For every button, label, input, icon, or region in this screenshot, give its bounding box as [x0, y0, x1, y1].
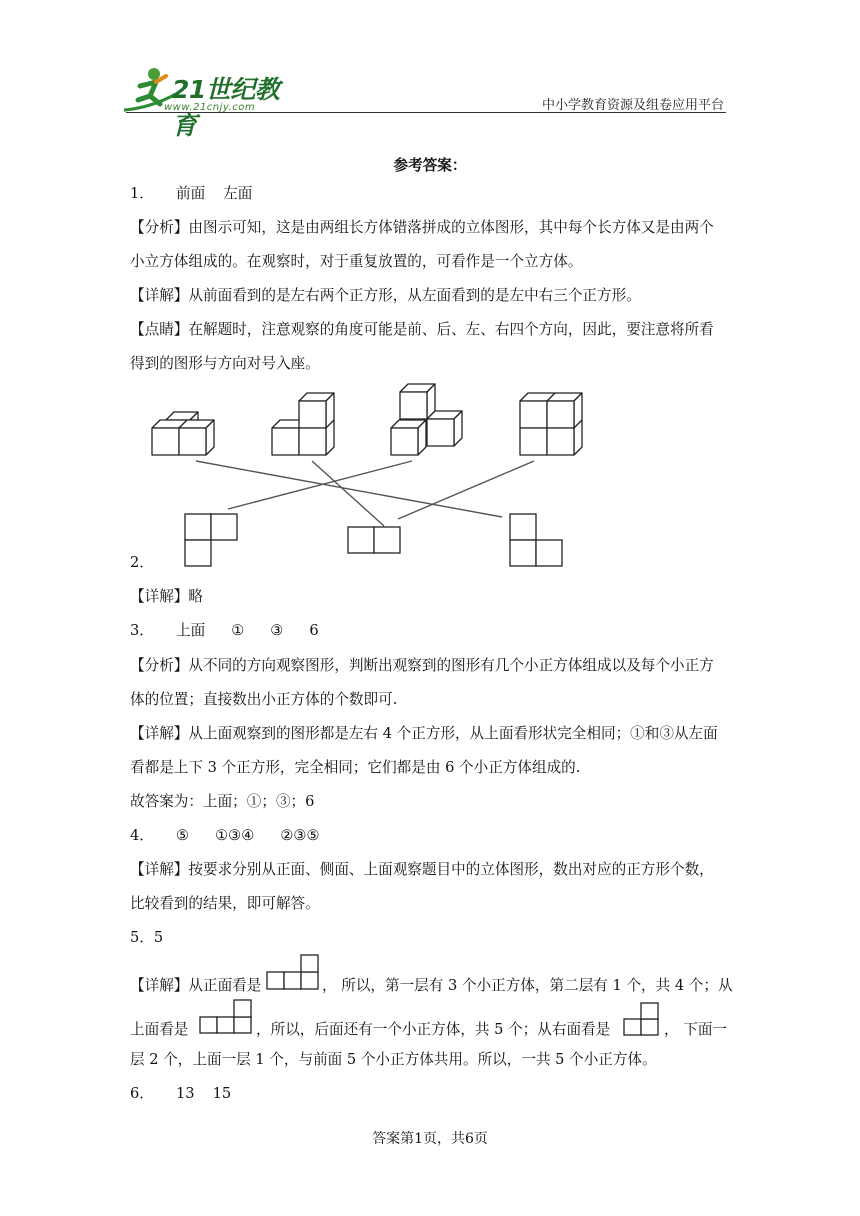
view-3	[510, 514, 562, 566]
q3-detail-2: 看都是上下 3 个正方形，完全相同；它们都是由 6 个小正方体组成的.	[130, 759, 581, 776]
q4-number: 4．	[130, 827, 154, 844]
q4-answer-2: ①③④	[215, 827, 255, 844]
q3-answer-line	[130, 621, 319, 641]
q5-front-view-figure	[266, 953, 322, 991]
view-1	[185, 514, 237, 566]
logo-text: 21世纪教育	[172, 75, 280, 140]
q3-answer-1: 上面	[176, 622, 206, 639]
header-divider	[126, 112, 726, 113]
solid-2	[272, 393, 334, 455]
q5-right-view-figure	[622, 1002, 662, 1038]
q3-answer-2: ①	[231, 622, 245, 639]
view-2	[348, 527, 400, 553]
platform-name: 中小学教育资源及组卷应用平台	[541, 98, 724, 113]
q1-analysis-2: 小立方体组成的。在观察时，对于重复放置的，可看作是一个立方体。	[130, 253, 583, 270]
q4-answer-line	[130, 826, 320, 846]
q1-answer-2: 左面	[223, 185, 253, 202]
q3-analysis-1: 【分析】从不同的方向观察图形，判断出观察到的图形有几个小正方体组成以及每个小正方	[130, 657, 714, 674]
q6-answer-line	[130, 1084, 231, 1104]
q4-answer-3: ②③⑤	[280, 827, 320, 844]
q1-number: 1．	[130, 185, 154, 202]
q5-detail-3: 层 2 个，上面一层 1 个，与前面 5 个小正方体共用。所以，一共 5 个小正方体。	[130, 1051, 657, 1068]
q2-number: 2．	[130, 554, 154, 571]
page-title: 参考答案：	[393, 157, 467, 174]
q1-answer-line	[130, 184, 252, 204]
q1-analysis-1: 【分析】由图示可知，这是由两组长方体错落拼成的立体图形，其中每个长方体又是由两个	[130, 219, 714, 236]
solid-3	[391, 384, 462, 455]
q2-matching-figure	[0, 380, 860, 580]
q3-conclusion: 故答案为：上面；①；③；6	[130, 793, 315, 810]
q6-answer-2: 15	[212, 1085, 232, 1102]
q1-answer-1: 前面	[176, 185, 206, 202]
q3-detail-1: 【详解】从上面观察到的图形都是左右 4 个正方形，从上面看形状完全相同；①和③从左面	[130, 725, 718, 742]
q5-detail-1a: 【详解】从正面看是	[130, 977, 262, 994]
q1-detail: 【详解】从前面看到的是左右两个正方形，从左面看到的是左中右三个正方形。	[130, 287, 641, 304]
q3-answer-3: ③	[270, 622, 284, 639]
q3-analysis-2: 体的位置；直接数出小正方体的个数即可.	[130, 691, 398, 708]
page-footer: 答案第1页，共6页	[372, 1131, 488, 1147]
solid-1	[152, 412, 214, 455]
solid-4	[520, 393, 582, 455]
q5-detail-2c: ， 下面一	[664, 1021, 728, 1038]
q6-answer-1: 13	[176, 1085, 195, 1102]
q4-answer-1: ⑤	[176, 827, 190, 844]
q5-detail-2b: ，所以，后面还有一个小正方体，共 5 个；从右面看是	[256, 1021, 611, 1038]
q3-answer-4: 6	[309, 622, 319, 639]
site-logo	[120, 64, 290, 140]
q5-detail-1b: ， 所以，第一层有 3 个小正方体，第二层有 1 个，共 4 个；从	[322, 977, 733, 994]
q6-number: 6．	[130, 1085, 154, 1102]
q5-detail-2a: 上面看是	[130, 1021, 189, 1038]
logo-url: www.21cnjy.com	[164, 102, 256, 113]
q4-detail-2: 比较看到的结果，即可解答。	[130, 895, 320, 912]
q1-tip-1: 【点睛】在解题时，注意观察的角度可能是前、后、左、右四个方向，因此，要注意将所看	[130, 321, 714, 338]
q1-tip-2: 得到的图形与方向对号入座。	[130, 355, 320, 372]
matching-lines	[196, 461, 534, 526]
q5-answer-line: 5．5	[130, 929, 164, 946]
q5-top-view-figure	[198, 998, 256, 1036]
q3-number: 3．	[130, 622, 154, 639]
q4-detail-1: 【详解】按要求分别从正面、侧面、上面观察题目中的立体图形，数出对应的正方形个数，	[130, 861, 714, 878]
q2-detail: 【详解】略	[130, 588, 203, 605]
